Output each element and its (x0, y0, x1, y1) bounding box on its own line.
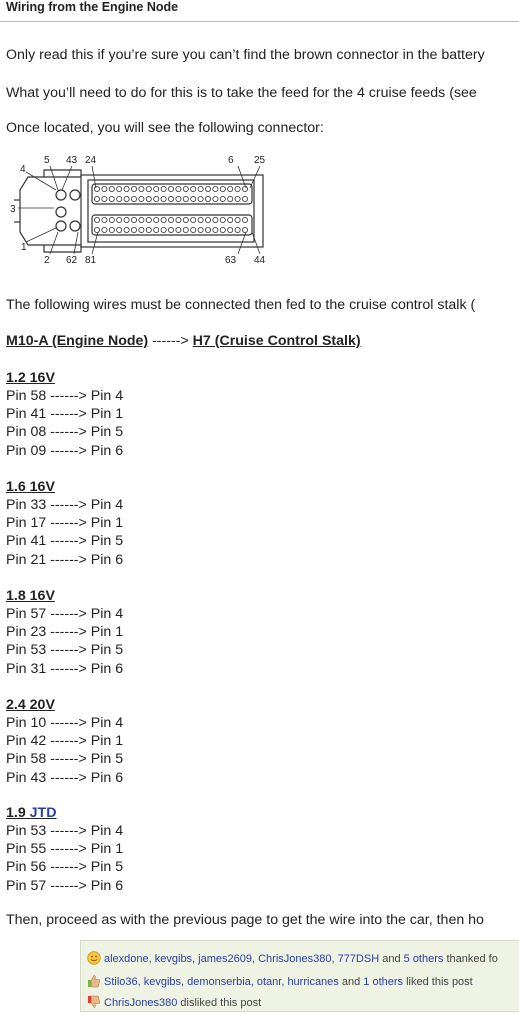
thanks-names[interactable]: alexdone, kevgibs, james2609, ChrisJones380, 777DSH (104, 953, 380, 965)
pin-label-3: 3 (10, 204, 16, 215)
engine-group-1-2-16v (6, 369, 123, 460)
pin-row: Pin 57 ------> Pin 4 (6, 606, 124, 622)
engine-group-1-9-jtd (6, 804, 123, 895)
likes-suffix: liked this post (403, 976, 473, 988)
dislike-icon (87, 995, 101, 1009)
pin-label-1: 1 (21, 242, 27, 253)
pin-row: Pin 21 ------> Pin 6 (6, 551, 124, 568)
pin-label-44: 44 (254, 255, 266, 266)
thanks-suffix: thanked fo (443, 953, 498, 965)
pin-label-25: 25 (254, 155, 266, 166)
thanks-icon (87, 951, 101, 965)
dislikes-row (87, 995, 261, 1010)
pin-row: Pin 33 ------> Pin 4 (6, 497, 124, 513)
connector-intro-paragraph: Once located, you will see the following connector: (6, 120, 324, 136)
engine-group-1-6-16v (6, 478, 123, 569)
pin-row: Pin 55 ------> Pin 1 (6, 841, 124, 858)
title-divider (0, 21, 519, 22)
pin-label-63: 63 (225, 255, 237, 266)
connector-diagram (6, 150, 272, 270)
group-header-prefix: 1.9 (6, 805, 30, 821)
pin-label-2: 2 (44, 255, 50, 266)
dislikes-names[interactable]: ChrisJones380 (104, 997, 178, 1009)
pin-row: Pin 41 ------> Pin 5 (6, 533, 124, 550)
instruction-paragraph: What you’ll need to do for this is to take the feed for the 4 cruise feeds (see (6, 85, 477, 101)
pin-label-4: 4 (20, 164, 26, 175)
likes-others-link[interactable]: 1 others (363, 976, 404, 988)
group-header (6, 804, 123, 822)
engine-group-1-8-16v (6, 587, 123, 678)
pin-label-5: 5 (44, 155, 50, 166)
thanks-row (87, 951, 498, 966)
pin-row: Pin 10 ------> Pin 4 (6, 715, 124, 731)
closing-paragraph: Then, proceed as with the previous page to get the wire into the car, then ho (6, 912, 484, 928)
likes-and: and (338, 976, 364, 988)
group-header: 1.2 16V (6, 370, 55, 386)
mapping-to: H7 (Cruise Control Stalk) (192, 333, 361, 349)
thanks-and: and (379, 953, 404, 965)
mapping-line (6, 333, 361, 350)
pin-row: Pin 17 ------> Pin 1 (6, 515, 124, 532)
mapping-arrow: ------> (148, 333, 193, 349)
engine-group-2-4-20v (6, 696, 123, 787)
pin-label-62: 62 (66, 255, 78, 266)
mapping-from: M10-A (Engine Node) (6, 333, 149, 349)
pin-row: Pin 23 ------> Pin 1 (6, 624, 124, 641)
intro-paragraph: Only read this if you’re sure you can’t find the brown connector in the battery (6, 47, 485, 63)
section-title: Wiring from the Engine Node (6, 0, 179, 14)
pin-row: Pin 56 ------> Pin 5 (6, 859, 124, 876)
dislikes-suffix: disliked this post (177, 997, 262, 1009)
pin-row: Pin 31 ------> Pin 6 (6, 660, 124, 677)
group-header: 1.8 16V (6, 588, 55, 604)
likes-row (87, 974, 473, 989)
pin-row: Pin 08 ------> Pin 5 (6, 424, 124, 441)
like-icon (87, 974, 101, 988)
pin-row: Pin 53 ------> Pin 4 (6, 823, 124, 839)
pin-label-81: 81 (85, 255, 97, 266)
pin-label-24: 24 (85, 155, 97, 166)
jtd-link[interactable]: JTD (29, 805, 57, 821)
pin-row: Pin 57 ------> Pin 6 (6, 877, 124, 894)
pin-row: Pin 43 ------> Pin 6 (6, 769, 124, 786)
pin-row: Pin 09 ------> Pin 6 (6, 442, 124, 459)
wiring-paragraph: The following wires must be connected then fed to the cruise control stalk ( (6, 297, 476, 313)
likes-names[interactable]: Stilo36, kevgibs, demonserbia, otanr, hurricanes (104, 976, 339, 988)
pin-row: Pin 41 ------> Pin 1 (6, 406, 124, 423)
pin-row: Pin 53 ------> Pin 5 (6, 642, 124, 659)
pin-row: Pin 42 ------> Pin 1 (6, 733, 124, 750)
group-header: 1.6 16V (6, 479, 55, 495)
reactions-box (80, 940, 519, 1012)
group-header: 2.4 20V (6, 697, 55, 713)
pin-label-6: 6 (228, 155, 234, 166)
thanks-others-link[interactable]: 5 others (403, 953, 444, 965)
pin-row: Pin 58 ------> Pin 5 (6, 751, 124, 768)
pin-row: Pin 58 ------> Pin 4 (6, 388, 124, 404)
pin-label-43: 43 (66, 155, 78, 166)
